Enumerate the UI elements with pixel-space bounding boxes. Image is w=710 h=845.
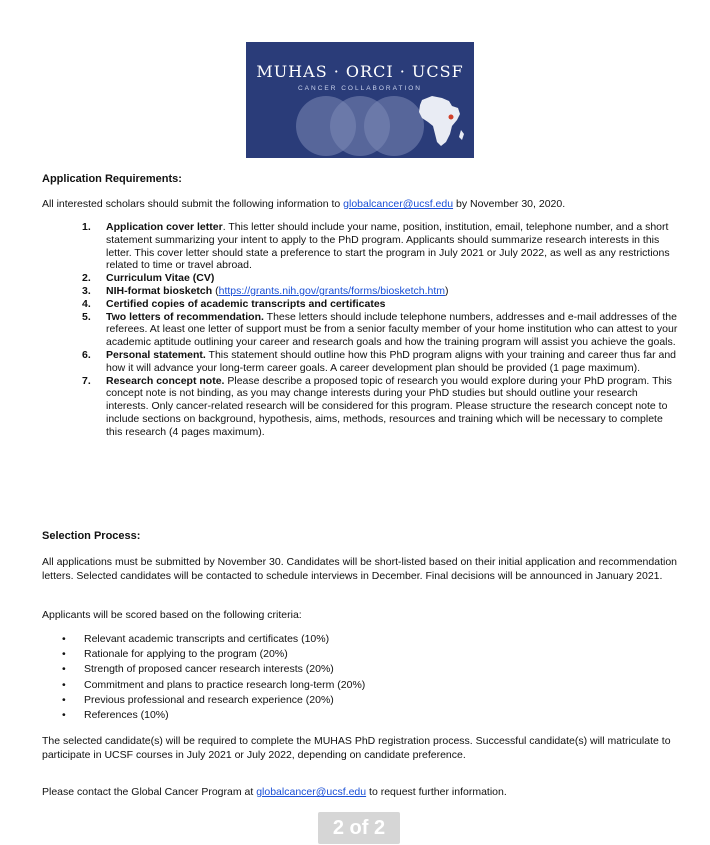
item-number: 6.	[82, 348, 91, 361]
item-text: Please describe a proposed topic of research you would explore during your PhD program. This concept note is not binding, as you may change interests during your PhD studies but should outline your research interests. Only cancer-related research will be considered for this program. Please structure the research concept note to include sections on background, hypothesis, aims, methods, resources and training which will be necessary to complete this research (4 pages maximum).	[106, 374, 672, 438]
list-item: • Strength of proposed cancer research interests (20%)	[62, 662, 365, 677]
criteria-intro: Applicants will be scored based on the following criteria:	[42, 609, 302, 621]
criteria-list	[62, 632, 365, 723]
requirements-heading: Application Requirements:	[42, 173, 182, 185]
list-item: • Previous professional and research experience (20%)	[62, 693, 365, 708]
item-number: 1.	[82, 221, 91, 233]
contact-line	[42, 785, 682, 799]
selection-paragraph: All applications must be submitted by November 30. Candidates will be short-listed based on their initial application and recommendation letters. Selected candidates will be contacted to schedule interviews in December. Final decisions will be announced in January 2021.	[42, 556, 678, 582]
banner-title: MUHAS · ORCI · UCSF	[256, 62, 464, 81]
selection-heading: Selection Process:	[42, 530, 141, 542]
list-item	[82, 272, 682, 285]
item-text: This statement should outline how this PhD program aligns with your training and career thus far and how it will advance your long-term career goals. A career development plan should be provided (1 page maximum).	[106, 348, 677, 374]
list-item: • Rationale for applying to the program (20%)	[62, 647, 365, 662]
requirements-intro	[42, 197, 682, 211]
item-title: Certified copies of academic transcripts and certificates	[106, 297, 386, 310]
item-number: 3.	[82, 284, 91, 297]
list-item: 1. Application cover letter. This letter should include your name, position, institution, email, telephone number, and a short statement summarizing your intent to apply to the PhD program. Applicants should summarize research interests in this letter. This cover letter should state a preference to start the program in July 2021 or July 2022, as well as any restrictions related to time or travel abroad.	[82, 221, 670, 272]
collaboration-banner	[246, 42, 474, 158]
banner-graphic	[246, 42, 474, 158]
list-item: 3. NIH-format biosketch (https://grants.nih.gov/grants/forms/biosketch.htm)	[82, 284, 449, 297]
list-item	[82, 375, 682, 439]
item-title: Curriculum Vitae (CV)	[106, 272, 215, 285]
item-title: Personal statement.	[106, 348, 206, 361]
intro-deadline: by November 30, 2020.	[453, 198, 566, 210]
requirements-list	[82, 221, 682, 439]
item-text: This letter should include your name, position, institution, email, telephone number, and a short statement summarizing your intent to apply to the PhD program. Applicants should summarize research interests in this letter. This cover letter should state a preference to start the program in July 2021 or July 2022, as well as any restrictions related to time or travel abroad.	[106, 221, 670, 272]
list-item: • References (10%)	[62, 708, 365, 723]
item-number: 5.	[82, 310, 91, 323]
list-item	[82, 349, 682, 375]
africa-map-icon	[419, 96, 464, 146]
list-item	[82, 298, 682, 311]
biosketch-link[interactable]: https://grants.nih.gov/grants/forms/biosketch.htm	[218, 284, 446, 297]
contact-text: Please contact the Global Cancer Program at	[42, 786, 257, 798]
intro-text: All interested scholars should submit the following information to	[42, 198, 344, 210]
item-title: Research concept note.	[106, 374, 225, 387]
contact-email-link[interactable]: globalcancer@ucsf.edu	[256, 786, 367, 798]
list-item: • Relevant academic transcripts and certificates (10%)	[62, 632, 365, 647]
list-item	[82, 311, 682, 349]
page-indicator: 2 of 2	[318, 812, 400, 844]
item-title: Two letters of recommendation.	[106, 310, 264, 323]
item-title: NIH-format biosketch	[106, 284, 213, 297]
item-number: 2.	[82, 272, 91, 285]
contact-text-end: to request further information.	[366, 786, 507, 798]
item-number: 7.	[82, 374, 91, 387]
item-title: Application cover letter	[106, 221, 223, 233]
item-number: 4.	[82, 297, 91, 310]
banner-subtitle: CANCER COLLABORATION	[297, 85, 423, 92]
item-text: These letters should include telephone numbers, addresses and e-mail addresses of the referees. At least one letter of support must be from a senior faculty member of your home institution who can attest to your academic aptitude outlining your career and research goals and how the training program will assist you achieve the goals.	[106, 310, 678, 349]
registration-paragraph: The selected candidate(s) will be required to complete the MUHAS PhD registration process. Successful candidate(s) will matriculate to participate in UCSF courses in July 2021 or July 2022, depending on candidate preference.	[42, 735, 671, 761]
email-link[interactable]: globalcancer@ucsf.edu	[343, 198, 454, 210]
list-item: • Commitment and plans to practice research long-term (20%)	[62, 678, 365, 693]
